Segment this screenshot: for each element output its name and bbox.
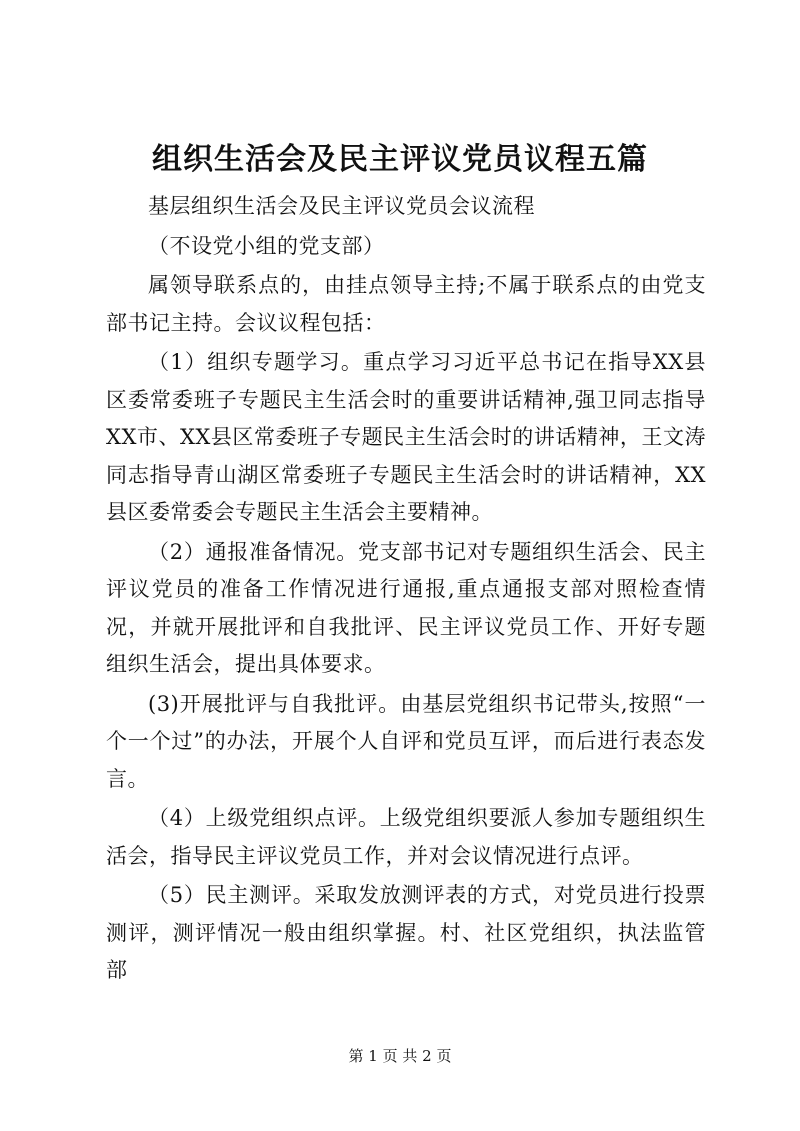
document-body bbox=[106, 188, 706, 992]
paragraph-intro: 属领导联系点的，由挂点领导主持;不属于联系点的由党支部书记主持。会议议程包括： bbox=[106, 273, 706, 335]
paragraph-item-5: （5）民主测评。采取发放测评表的方式，对党员进行投票测评，测评情况一般由组织掌握。村、社区党组织，执法监管部 bbox=[106, 883, 706, 982]
document-title: 组织生活会及民主评议党员议程五篇 bbox=[152, 142, 648, 177]
paragraph-item-2: （2）通报准备情况。党支部书记对专题组织生活会、民主评议党员的准备工作情况进行通报,重点通报支部对照检查情况，并就开展批评和自我批评、民主评议党员工作、开好专题组织生活会，提出具体要求。 bbox=[106, 539, 706, 676]
page-footer: 第 1 页 共 2 页 bbox=[348, 1047, 452, 1065]
paragraph-heading: 基层组织生活会及民主评议党员会议流程 bbox=[148, 194, 535, 218]
paragraph-item-1: （1）组织专题学习。重点学习习近平总书记在指导XX县区委常委班子专题民主生活会时的重要讲话精神,强卫同志指导XX市、XX县区常委班子专题民主生活会时的讲话精神，王文涛同志指导青山湖区常委班子专题民主生活会时的讲话精神，XX县区委常委会专题民主生活会主要精神。 bbox=[106, 350, 706, 524]
paragraph-subheading: （不设党小组的党支部） bbox=[148, 233, 385, 258]
paragraph-item-3: (3)开展批评与自我批评。由基层党组织书记带头,按照“一个一个过”的办法，开展个人自评和党员互评，而后进行表态发言。 bbox=[106, 691, 706, 791]
paragraph-item-4: （4）上级党组织点评。上级党组织要派人参加专题组织生活会，指导民主评议党员工作，并对会议情况进行点评。 bbox=[106, 806, 706, 868]
